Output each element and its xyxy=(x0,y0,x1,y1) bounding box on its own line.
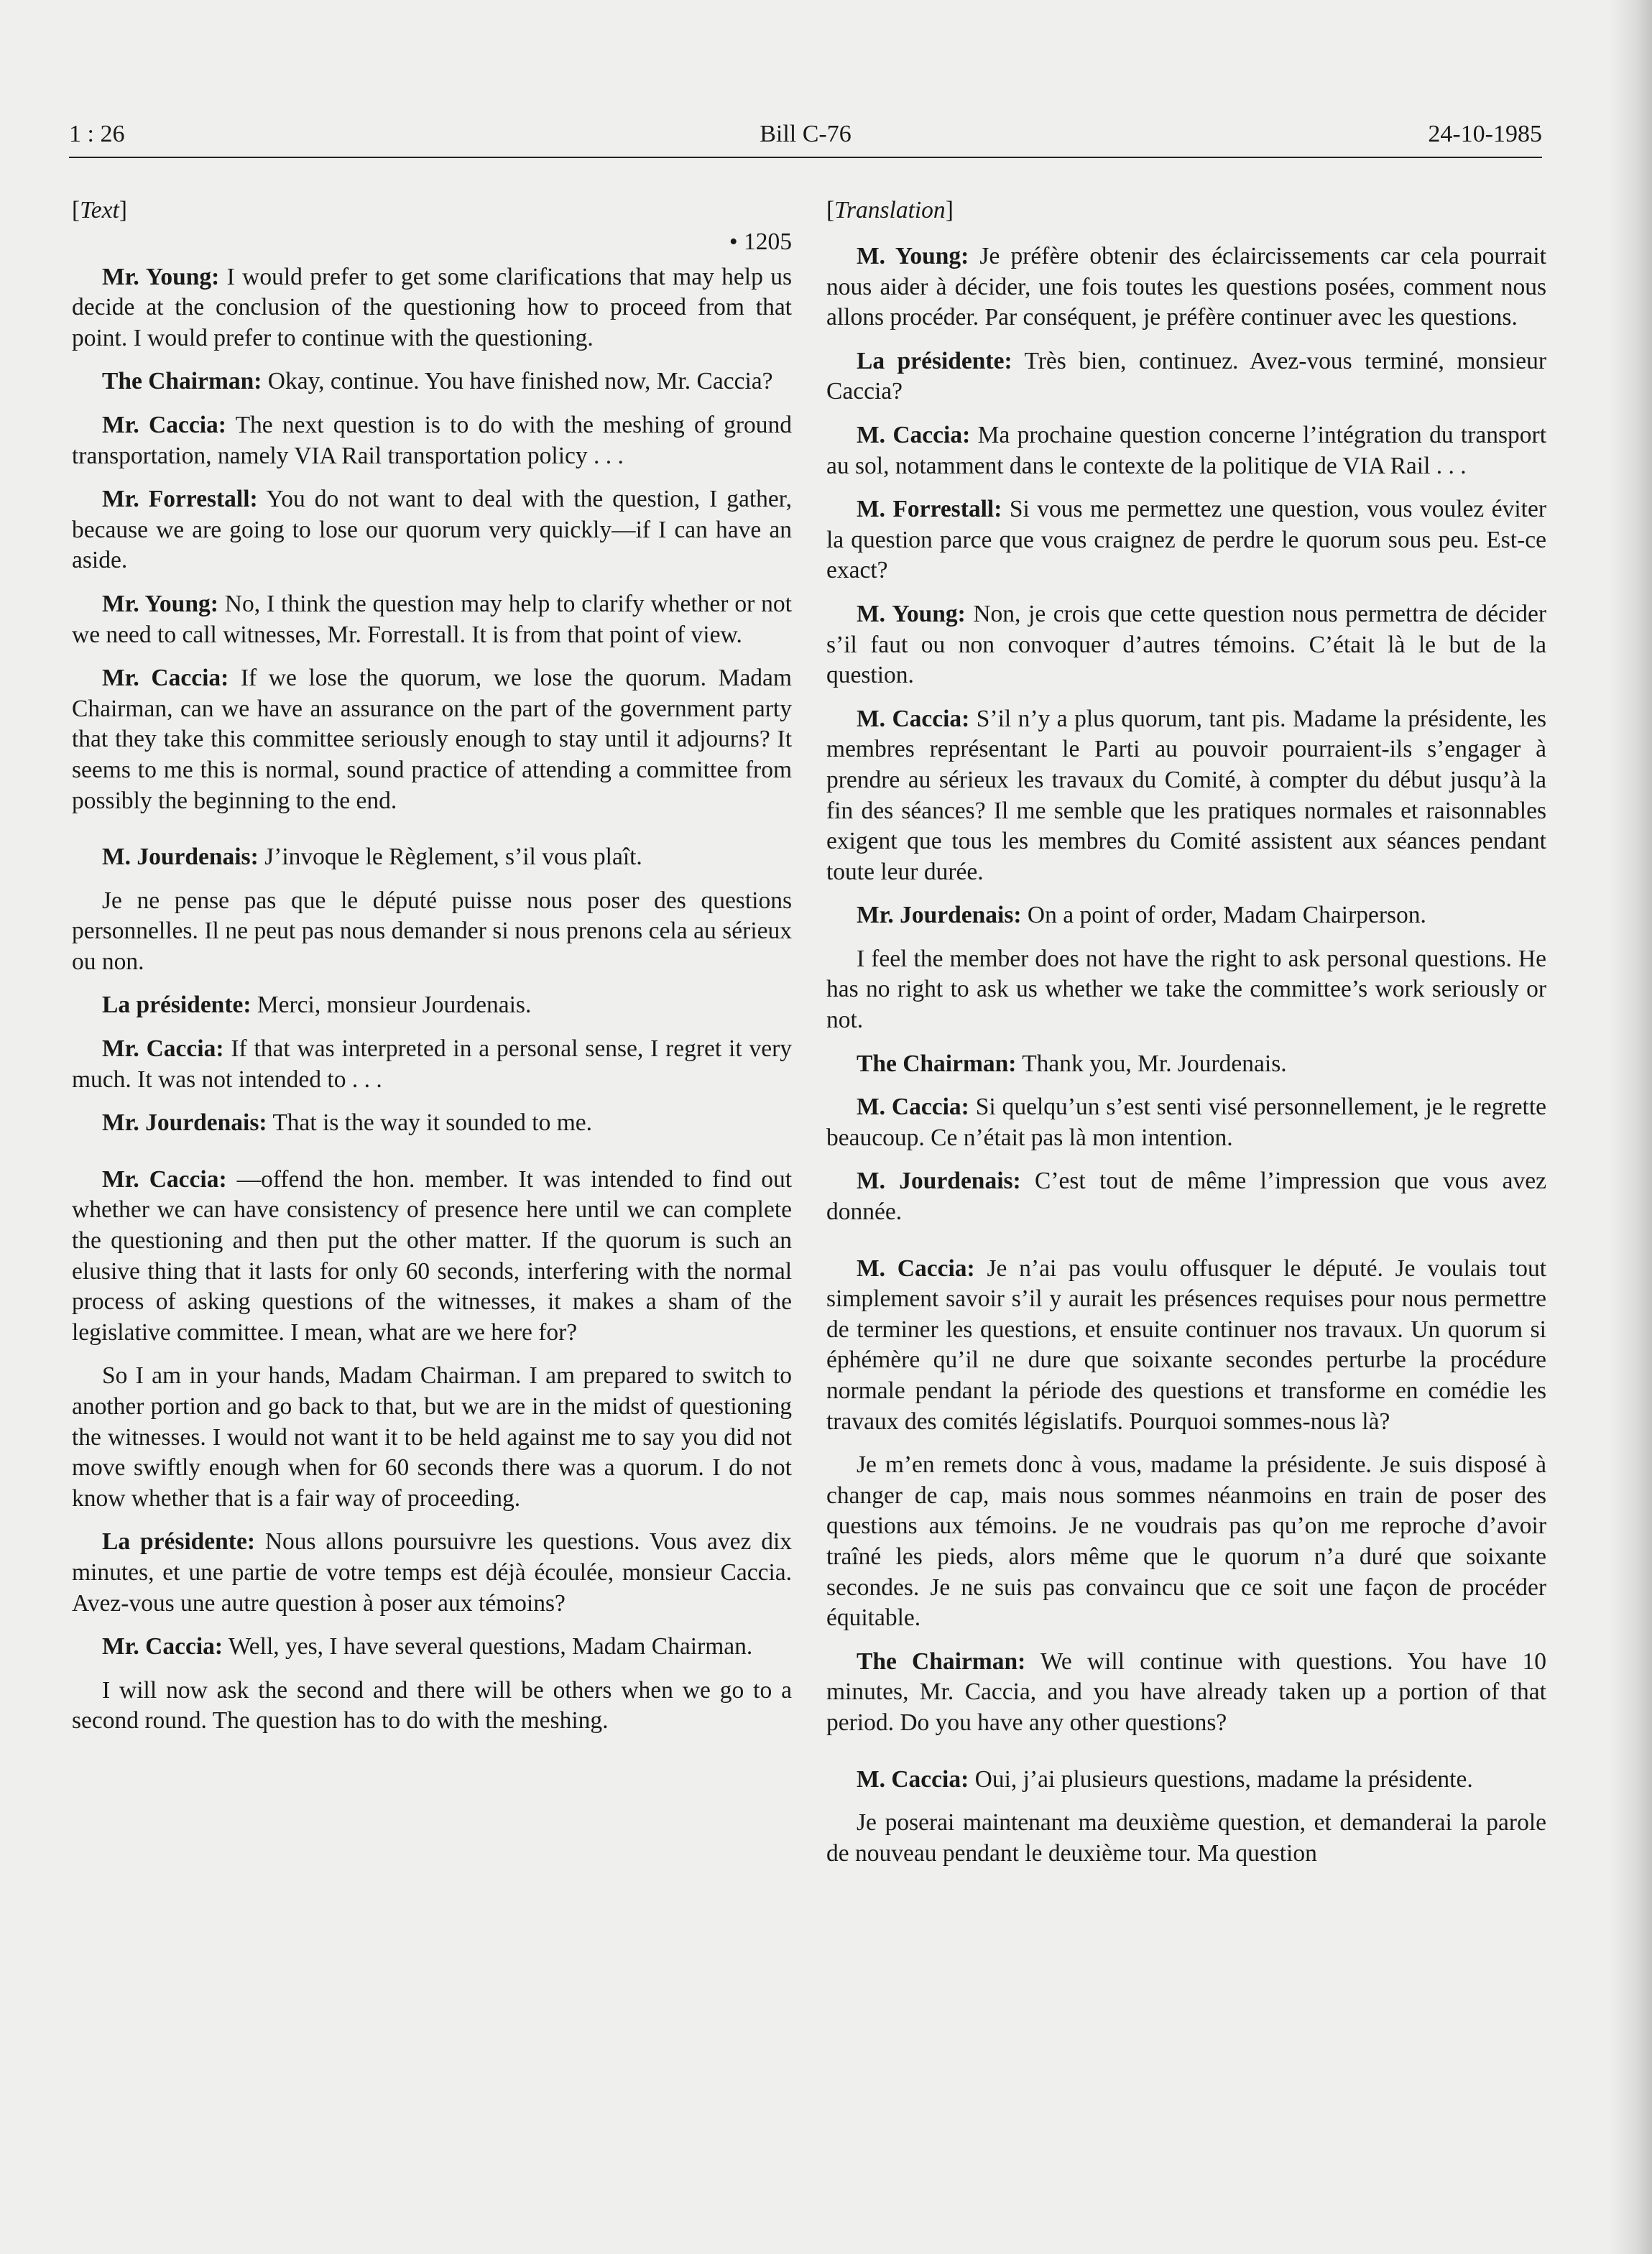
right-column xyxy=(826,195,1546,1882)
speaker: M. Caccia: xyxy=(857,1255,975,1282)
speaker: Mr. Caccia: xyxy=(102,411,226,438)
speaker: Mr. Young: xyxy=(102,263,220,290)
speaker: Mr. Caccia: xyxy=(102,1633,223,1661)
paragraph: M. Young: Je préfère obtenir des éclaircissements car cela pourrait nous aider à décider, une fois toutes les questions posées, comment nous allons procéder. Par conséquent, je préfère continuer avec les questions. xyxy=(826,243,1546,331)
speaker: M. Jourdenais: xyxy=(857,1168,1021,1195)
paragraph: Je ne pense pas que le député puisse nous poser des questions personnelles. Il ne peut pas nous demander si nous prenons cela au sérieux ou non. xyxy=(72,887,792,975)
paragraph: M. Caccia: Je n’ai pas voulu offusquer le député. Je voulais tout simplement savoir s’il y aurait les présences requises pour nous permettre de terminer les questions, et ensuite continuer nos travaux. Un quorum si éphémère qu’il ne dure que soixante secondes perturbe la procédure normale pendant la période des questions et transforme en comédie les travaux des comités législatifs. Pourquoi sommes-nous là? xyxy=(826,1255,1546,1435)
paragraph: M. Caccia: Ma prochaine question concerne l’intégration du transport au sol, notamment dans le contexte de la politique de VIA Rail . . . xyxy=(826,421,1547,479)
speaker: M. Caccia: xyxy=(857,1094,969,1121)
paragraph: Mr. Young: I would prefer to get some clarifications that may help us decide at the conclusion of the questioning how to proceed from that point. I would prefer to continue with the questioning. xyxy=(72,263,792,351)
speaker: M. Young: xyxy=(857,600,966,627)
speaker: La présidente: xyxy=(857,347,1012,374)
right-column-tag: [Translation] xyxy=(826,197,954,223)
speaker: La présidente: xyxy=(102,1528,255,1556)
speaker: Mr. Jourdenais: xyxy=(857,902,1022,929)
paragraph: The Chairman: We will continue with questions. You have 10 minutes, Mr. Caccia, and you have already taken up a portion of that period. Do you have any other questions? xyxy=(826,1648,1546,1736)
speaker: The Chairman: xyxy=(857,1050,1017,1077)
paragraph: M. Caccia: S’il n’y a plus quorum, tant pis. Madame la présidente, les membres représentant le Parti au pouvoir pourraient-ils s’engager à prendre au sérieux les travaux du Comité, à compter du début jusqu’à la fin des séances? Il me semble que les pratiques normales et raisonnables exigent que tous les membres du Comité assistent aux séances pendant toute leur durée. xyxy=(826,705,1546,885)
speaker: Mr. Caccia: xyxy=(102,665,229,692)
paragraph: Mr. Jourdenais: That is the way it sounded to me. xyxy=(102,1109,593,1137)
speaker: M. Forrestall: xyxy=(857,496,1002,523)
speaker: Mr. Caccia: xyxy=(102,1035,224,1063)
speaker: M. Jourdenais: xyxy=(102,844,259,871)
paragraph: Je m’en remets donc à vous, madame la présidente. Je suis disposé à changer de cap, mais nous sommes néanmoins en train de poser des questions aux témoins. Je ne voudrais pas qu’on me reproche d’avoir traîné les pieds, alors même que le quorum n’a duré que soixante secondes. Je ne suis pas convaincu que ce soit une façon de procéder équitable. xyxy=(826,1451,1546,1632)
paragraph: La présidente: Très bien, continuez. Avez-vous terminé, monsieur Caccia? xyxy=(826,347,1547,405)
paragraph: Mr. Forrestall: You do not want to deal with the question, I gather, because we are going to lose our quorum very quickly—if I can have an aside. xyxy=(72,486,792,574)
speaker: Mr. Young: xyxy=(102,590,218,617)
paragraph: La présidente: Merci, monsieur Jourdenais. xyxy=(102,992,532,1019)
time-marker: • 1205 xyxy=(729,228,792,255)
paragraph: Je poserai maintenant ma deuxième question, et demanderai la parole de nouveau pendant le deuxième tour. Ma question xyxy=(826,1809,1546,1867)
paragraph: Mr. Young: No, I think the question may help to clarify whether or not we need to call witnesses, Mr. Forrestall. It is from that point of view. xyxy=(72,590,792,648)
speaker: The Chairman: xyxy=(857,1648,1026,1675)
paragraph: M. Young: Non, je crois que cette question nous permettra de décider s’il faut ou non convoquer d’autres témoins. C’était là le but de la question. xyxy=(826,600,1546,689)
paragraph: Mr. Caccia: The next question is to do with the meshing of ground transportation, namely VIA Rail transportation policy . . . xyxy=(72,411,792,469)
paragraph: The Chairman: Thank you, Mr. Jourdenais. xyxy=(857,1050,1287,1077)
paragraph: I will now ask the second and there will be others when we go to a second round. The question has to do with the meshing. xyxy=(72,1676,792,1735)
speaker: Mr. Caccia: xyxy=(102,1165,227,1193)
paragraph: M. Caccia: Oui, j’ai plusieurs questions, madame la présidente. xyxy=(857,1765,1473,1793)
page-date: 24-10-1985 xyxy=(1428,121,1542,147)
paragraph: La présidente: Nous allons poursuivre les questions. Vous avez dix minutes, et une partie de votre temps est déjà écoulée, monsieur Caccia. Avez-vous une autre question à poser aux témoins? xyxy=(72,1528,792,1617)
speaker: M. Young: xyxy=(857,243,969,269)
paragraph: Mr. Caccia: If that was interpreted in a personal sense, I regret it very much. It was not intended to . . . xyxy=(72,1035,792,1093)
speaker: Mr. Jourdenais: xyxy=(102,1109,267,1137)
speaker: M. Caccia: xyxy=(857,705,970,732)
left-column xyxy=(72,195,792,1750)
binding-shadow xyxy=(1609,0,1652,2254)
paragraph: M. Caccia: Si quelqu’un s’est senti visé personnellement, je le regrette beaucoup. Ce n’était pas là mon intention. xyxy=(826,1094,1546,1151)
speaker: Mr. Forrestall: xyxy=(102,486,258,513)
header-rule xyxy=(69,157,1542,158)
paragraph: I feel the member does not have the right to ask personal questions. He has no right to ask us whether we take the committee’s work seriously or not. xyxy=(826,945,1546,1034)
speaker: The Chairman: xyxy=(102,368,262,395)
paragraph: M. Forrestall: Si vous me permettez une question, vous voulez éviter la question parce que vous craignez de perdre le quorum sous peu. Est-ce exact? xyxy=(826,496,1547,584)
paragraph: Mr. Caccia: If we lose the quorum, we lose the quorum. Madam Chairman, can we have an assurance on the part of the government party that they take this committee seriously enough to stay until it adjourns? It seems to me this is normal, sound practice of attending a committee from possibly the beginning to the end. xyxy=(72,665,792,814)
paragraph: So I am in your hands, Madam Chairman. I am prepared to switch to another portion and go back to that, but we are in the midst of questioning the witnesses. I would not want it to be held against me to say you did not move swiftly enough when for 60 seconds there was a quorum. I do not know whether that is a fair way of proceeding. xyxy=(72,1362,792,1512)
document-title: Bill C-76 xyxy=(760,121,852,147)
paragraph: Mr. Caccia: —offend the hon. member. It was intended to find out whether we can have consistency of presence here until we can complete the questioning and then put the other matter. If the quorum is such an elusive thing that it lasts for only 60 seconds, interfering with the normal process of asking questions of the witnesses, it makes a sham of the legislative committee. I mean, what are we here for? xyxy=(72,1165,793,1346)
left-column-tag: [Text] xyxy=(72,197,127,223)
speaker: La présidente: xyxy=(102,992,252,1019)
speaker: M. Caccia: xyxy=(857,1765,969,1793)
speaker: M. Caccia: xyxy=(857,421,971,448)
page-number: 1 : 26 xyxy=(69,121,125,147)
paragraph: M. Jourdenais: J’invoque le Règlement, s’il vous plaît. xyxy=(102,844,642,871)
paragraph: M. Jourdenais: C’est tout de même l’impression que vous avez donnée. xyxy=(826,1168,1547,1226)
paragraph: The Chairman: Okay, continue. You have finished now, Mr. Caccia? xyxy=(102,368,773,395)
paragraph: Mr. Jourdenais: On a point of order, Madam Chairperson. xyxy=(857,902,1426,929)
paragraph: Mr. Caccia: Well, yes, I have several questions, Madam Chairman. xyxy=(102,1633,753,1661)
